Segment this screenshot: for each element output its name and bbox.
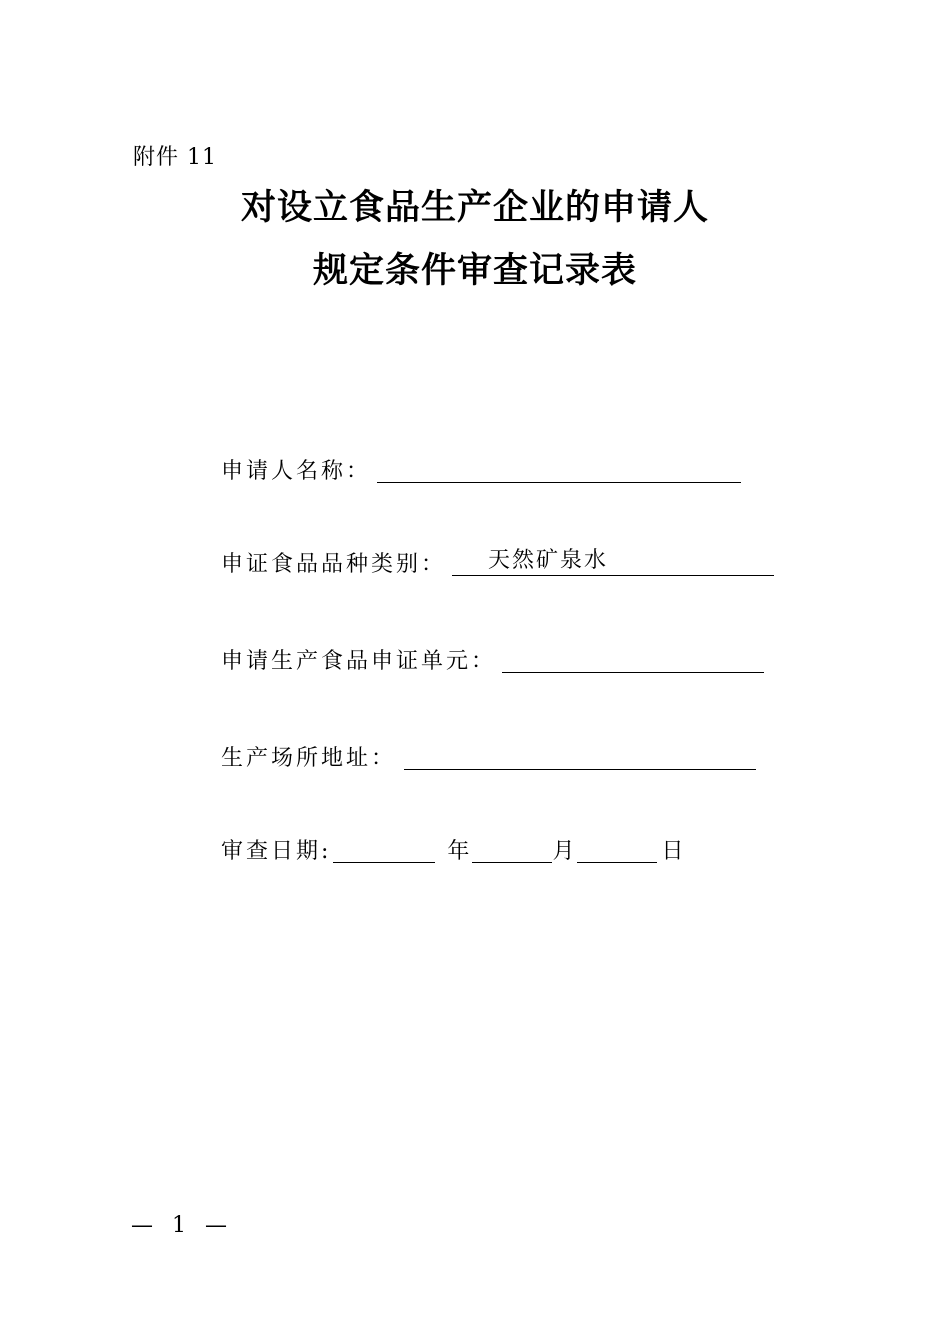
certification-unit-value [502, 645, 538, 670]
day-label: 日 [661, 839, 687, 864]
review-date-label: 审查日期: [221, 839, 332, 864]
document-title-line-1: 对设立食品生产企业的申请人 [240, 188, 709, 228]
food-category-row [221, 540, 774, 580]
certification-unit-field[interactable] [502, 643, 764, 673]
applicant-name-row [221, 447, 741, 487]
applicant-name-label: 申请人名称： [221, 459, 372, 484]
month-label: 月 [552, 839, 578, 864]
food-category-value: 天然矿泉水 [488, 548, 609, 573]
site-address-value [404, 742, 440, 767]
site-address-row [221, 734, 756, 774]
review-year-field[interactable] [333, 833, 435, 863]
certification-unit-row [221, 637, 764, 677]
page-number: — 1 — [131, 1213, 233, 1238]
food-category-label: 申证食品品种类别： [221, 552, 447, 577]
site-address-field[interactable] [404, 740, 756, 770]
review-month-field[interactable] [472, 833, 552, 863]
review-day-field[interactable] [577, 833, 657, 863]
document-title-line-2: 规定条件审查记录表 [312, 251, 637, 291]
site-address-label: 生产场所地址： [221, 746, 397, 771]
certification-unit-label: 申请生产食品申证单元： [221, 649, 497, 674]
food-category-field[interactable] [452, 546, 774, 576]
applicant-name-field[interactable] [377, 453, 741, 483]
applicant-name-value [377, 455, 413, 480]
attachment-label: 附件 11 [133, 145, 217, 170]
year-label: 年 [447, 839, 473, 864]
review-date-row [221, 827, 686, 867]
